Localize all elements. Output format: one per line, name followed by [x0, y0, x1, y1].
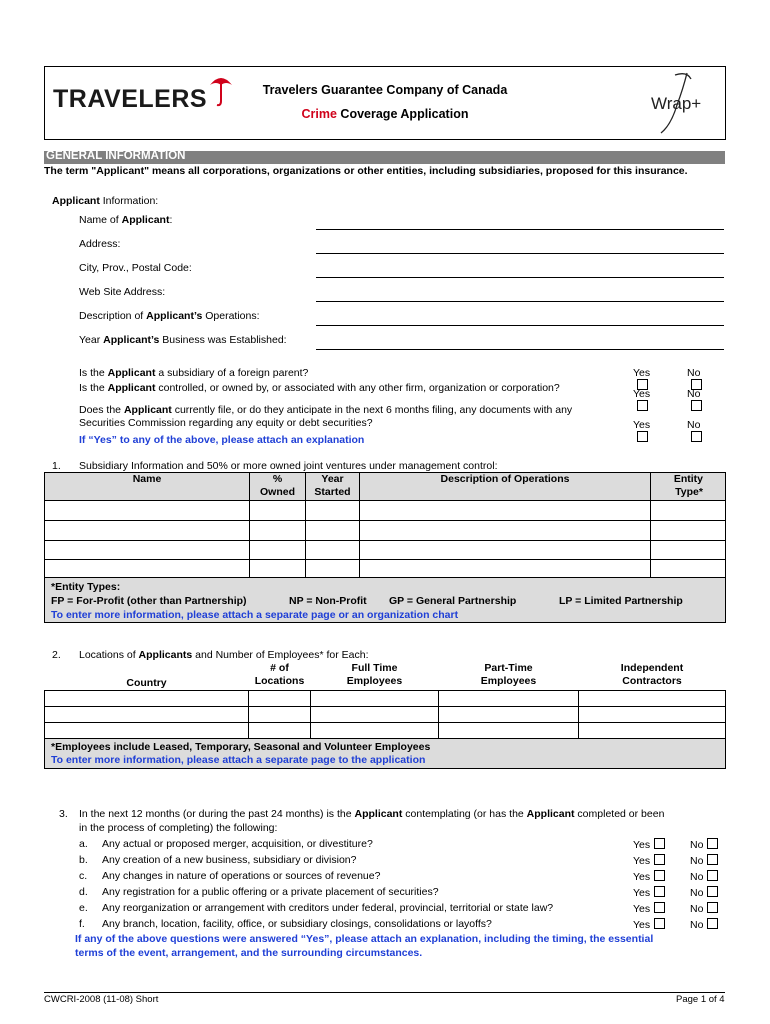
- table-row[interactable]: [45, 501, 726, 521]
- address-field[interactable]: [316, 253, 724, 254]
- website-field[interactable]: [316, 301, 724, 302]
- address-label: Address:: [79, 238, 121, 250]
- table-row[interactable]: [45, 690, 726, 706]
- year-established-field[interactable]: [316, 349, 724, 350]
- yes-checkbox[interactable]: [654, 854, 665, 865]
- section-3-note-line1: If any of the above questions were answered “Yes”, please attach an explanation, including the timing, the essential: [75, 933, 654, 945]
- question-text: Any actual or proposed merger, acquisition, or divestiture?: [102, 838, 373, 850]
- application-title: Crime Coverage Application: [301, 107, 469, 121]
- operations-field[interactable]: [316, 325, 724, 326]
- col-pct-owned: % Owned: [250, 473, 306, 501]
- controlled-question: Is the Applicant controlled, or owned by, or associated with any other firm, organization or corporation?: [79, 382, 560, 394]
- no-checkbox[interactable]: [707, 854, 718, 865]
- name-field[interactable]: [316, 229, 724, 230]
- col-contractors: Independent Contractors: [579, 662, 726, 690]
- subsidiary-table: [44, 472, 726, 623]
- form-id: CWCRI-2008 (11-08) Short: [44, 994, 159, 1005]
- explain-note: If “Yes” to any of the above, please attach an explanation: [79, 434, 365, 446]
- section-2-number: 2.: [52, 649, 61, 661]
- col-entity-type: Entity Type*: [651, 473, 726, 501]
- question-text: Any branch, location, facility, office, or subsidiary closings, consolidations or layoffs?: [102, 918, 492, 930]
- section-3-note-line2: terms of the event, arrangement, and the surrounding circumstances.: [75, 947, 423, 959]
- operations-label: Description of Applicant’s Operations:: [79, 310, 260, 322]
- col-year-started: Year Started: [306, 473, 360, 501]
- section-3-intro: In the next 12 months (or during the past 24 months) is the Applicant contemplating (or has the Applicant completed or been: [79, 808, 665, 820]
- table-row[interactable]: [45, 560, 726, 578]
- table-row[interactable]: [45, 521, 726, 541]
- website-label: Web Site Address:: [79, 286, 166, 298]
- section-3-intro-cont: in the process of completing) the following:: [79, 822, 278, 834]
- no-checkbox[interactable]: [707, 870, 718, 881]
- col-locations: # of Locations: [249, 662, 311, 690]
- question-text: Any reorganization or arrangement with creditors under federal, provincial, territorial or state law?: [102, 902, 554, 914]
- applicant-definition: The term "Applicant" means all corporations, organizations or other entities, including subsidiaries, proposed for this insurance.: [44, 165, 688, 177]
- table-row[interactable]: [45, 706, 726, 722]
- entity-types-row: *Entity Types: FP = For-Profit (other than Partnership) NP = Non-Profit GP = General Partnership LP = Limited Partnership To enter more information, please attach a separate page or an organization chart: [45, 578, 726, 623]
- foreign-parent-question: Is the Applicant a subsidiary of a foreign parent?: [79, 367, 309, 379]
- general-info-section-bar: GENERAL INFORMATION: [44, 151, 725, 164]
- footer-divider: [44, 992, 725, 993]
- question-letter: c.: [79, 870, 88, 882]
- question-letter: b.: [79, 854, 88, 866]
- question-letter: f.: [79, 918, 85, 930]
- employee-note-row: *Employees include Leased, Temporary, Seasonal and Volunteer Employees To enter more information, please attach a separate page to the application: [45, 738, 726, 768]
- no-checkbox[interactable]: [707, 918, 718, 929]
- name-label: Name of Applicant:: [79, 214, 173, 226]
- locations-table: [44, 662, 726, 769]
- section-3-number: 3.: [59, 808, 68, 820]
- question-text: Any creation of a new business, subsidiary or division?: [102, 854, 357, 866]
- form-header: [44, 66, 726, 140]
- table-row[interactable]: [45, 722, 726, 738]
- question-text: Any changes in nature of operations or sources of revenue?: [102, 870, 381, 882]
- table-row[interactable]: [45, 541, 726, 560]
- yes-checkbox[interactable]: [654, 870, 665, 881]
- no-checkbox[interactable]: [707, 886, 718, 897]
- securities-question-cont: Securities Commission regarding any equity or debt securities?: [79, 417, 373, 429]
- city-label: City, Prov., Postal Code:: [79, 262, 192, 274]
- travelers-logo: TRAVELERS: [53, 85, 208, 113]
- page-number: Page 1 of 4: [676, 994, 725, 1005]
- question-letter: a.: [79, 838, 88, 850]
- yes-checkbox[interactable]: [654, 838, 665, 849]
- col-country: Country: [45, 662, 249, 690]
- section-2-title: Locations of Applicants and Number of Employees* for Each:: [79, 649, 369, 661]
- no-checkbox[interactable]: [707, 902, 718, 913]
- year-established-label: Year Applicant’s Business was Established:: [79, 334, 287, 346]
- yes-checkbox[interactable]: [637, 400, 648, 411]
- company-name: Travelers Guarantee Company of Canada: [262, 83, 508, 97]
- city-field[interactable]: [316, 277, 724, 278]
- col-name: Name: [45, 473, 250, 501]
- securities-question: Does the Applicant currently file, or do they anticipate in the next 6 months filing, any documents with any: [79, 404, 573, 416]
- applicant-info-label: Applicant Information:: [52, 195, 159, 207]
- question-letter: e.: [79, 902, 88, 914]
- wrap-plus-logo: [643, 69, 719, 137]
- question-text: Any registration for a public offering or a private placement of securities?: [102, 886, 439, 898]
- section-1-number: 1.: [52, 460, 61, 472]
- yes-checkbox[interactable]: [637, 431, 648, 442]
- yes-checkbox[interactable]: [654, 918, 665, 929]
- section-1-title: Subsidiary Information and 50% or more owned joint ventures under management control:: [79, 460, 498, 472]
- col-part-time: Part-Time Employees: [439, 662, 579, 690]
- wrap-logo-text: Wrap+: [651, 94, 702, 113]
- question-letter: d.: [79, 886, 88, 898]
- yes-checkbox[interactable]: [654, 886, 665, 897]
- col-full-time: Full Time Employees: [311, 662, 439, 690]
- col-description: Description of Operations: [360, 473, 651, 501]
- yes-checkbox[interactable]: [654, 902, 665, 913]
- no-checkbox[interactable]: [707, 838, 718, 849]
- no-checkbox[interactable]: [691, 431, 702, 442]
- no-checkbox[interactable]: [691, 400, 702, 411]
